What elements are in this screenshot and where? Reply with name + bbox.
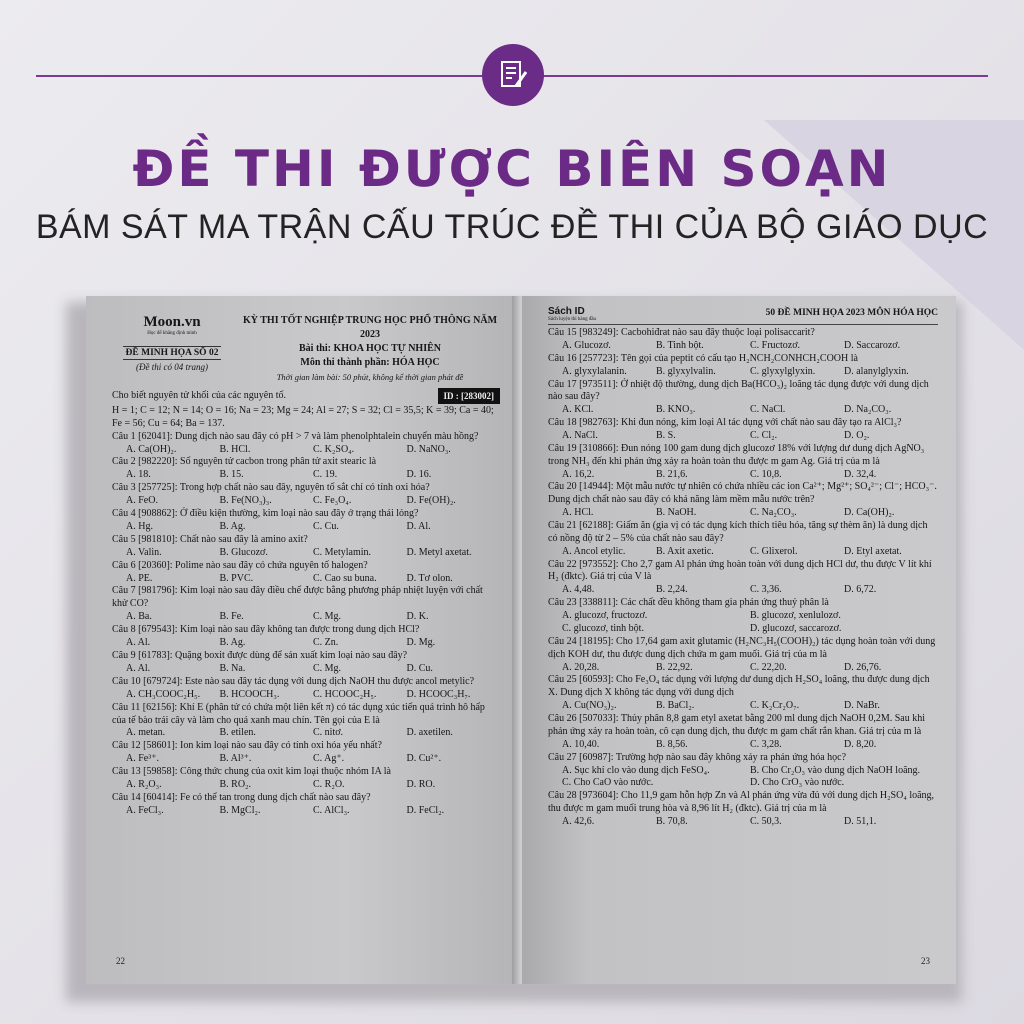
sachid-logo: Sách ID: [548, 306, 585, 317]
answer-option: C. 10,8.: [750, 468, 782, 480]
question-text: Câu 20 [14944]: Một mẫu nước tự nhiên có chứa nhiều các ion Ca²⁺; Mg²⁺; SO₄²⁻; Cl⁻; HCO₃⁻. Dung dịch chất nào sau đây có khả năng làm mềm mẫu nước trên?: [548, 481, 937, 506]
exam-title: ĐỀ MINH HỌA SỐ 02: [123, 346, 222, 360]
header-badge: [482, 44, 544, 106]
question-text: Câu 11 [62156]: Khí E (phân tử có chứa một liên kết π) có tác dụng xúc tiến quá trình hô hấp của tế bào trái cây và làm cho quả xanh mau chín. Tên gọi của E là: [112, 701, 485, 726]
answer-option: B. KNO₃.: [656, 404, 696, 416]
answer-option: C. Cl₂.: [750, 429, 778, 441]
answer-row: [112, 779, 500, 792]
answer-option: D. Metyl axetat.: [406, 546, 472, 558]
answer-option: A. Ca(OH)₂.: [126, 443, 177, 455]
answer-option: C. glucozơ, tinh bột.: [562, 622, 644, 634]
question-text: Câu 14 [60414]: Fe có thể tan trong dung dịch chất nào sau đây?: [112, 791, 371, 803]
answer-option: B. Fe.: [219, 611, 244, 623]
answer-option: C. Cu.: [313, 520, 339, 532]
answer-option: C. Fe₃O₄.: [313, 495, 352, 507]
answer-option: A. glyxylalanin.: [562, 365, 627, 377]
answer-option: C. Mg.: [313, 662, 342, 674]
answer-option: D. RO.: [406, 779, 436, 791]
answer-option: B. 2,24.: [656, 584, 688, 596]
answer-option: C. R₂O.: [313, 779, 345, 791]
question-text: Câu 12 [58601]: Ion kim loại nào sau đây có tính oxi hóa yếu nhất?: [112, 740, 382, 752]
answer-option: A. 10,40.: [562, 738, 600, 750]
question-text: Câu 4 [908862]: Ở điều kiện thường, kim loại nào sau đây ở trạng thái lỏng?: [112, 508, 419, 520]
answer-option: D. alanylglyxin.: [844, 365, 909, 377]
answer-option: C. nitơ.: [313, 727, 344, 739]
answer-row: [112, 547, 500, 560]
answer-row: [112, 469, 500, 482]
atomic-masses: H = 1; C = 12; N = 14; O = 16; Na = 23; Mg = 24; Al = 27; S = 32; Cl = 35,5; K = 39; Ca = 40; Fe = 56; Cu = 64; Ba = 137.: [112, 405, 494, 430]
answer-option: B. glyxylvalin.: [656, 365, 716, 377]
answer-option: D. HCOOC₃H₇.: [406, 688, 471, 700]
answer-row: [112, 637, 500, 650]
answer-option: D. 51,1.: [844, 816, 877, 827]
answer-option: B. 22,92.: [656, 661, 693, 673]
question-text: Câu 24 [18195]: Cho 17,64 gam axit glutamic (H₂NC₃H₅(COOH)₂) tác dụng hoàn toàn với dung dịch KOH dư, thu được dung dịch chứa m gam muối. Giá trị của m là: [548, 635, 936, 660]
answer-option: A. Ba.: [126, 611, 152, 623]
subject-group: Bài thi: KHOA HỌC TỰ NHIÊN: [299, 343, 441, 354]
question-text: Câu 26 [507033]: Thủy phân 8,8 gam etyl axetat bằng 200 ml dung dịch NaOH 0,2M. Sau khi phản ứng xảy ra hoàn toàn, cô cạn dung dịch, thu được m gam chất rắn khan. Giá trị của m là: [548, 713, 925, 737]
answer-option: A. 4,48.: [562, 584, 595, 596]
question-text: Câu 21 [62188]: Giấm ăn (gia vị có tác dụng kích thích tiêu hóa, tăng sự thèm ăn) là dung dịch có nồng độ từ 2 – 5% của chất nào sau đây?: [548, 520, 928, 544]
question-text: Câu 6 [20360]: Polime nào sau đây có chứa nguyên tố halogen?: [112, 559, 368, 571]
answer-option: A. 18.: [126, 469, 151, 481]
answer-row: [112, 573, 500, 586]
answer-option: C. NaCl.: [750, 404, 786, 416]
question-text: Câu 13 [59858]: Công thức chung của oxit kim loại thuộc nhóm IA là: [112, 766, 391, 778]
question-text: Câu 2 [982220]: Số nguyên tử cacbon trong phân tử axit stearic là: [112, 456, 377, 468]
answer-option: B. Axit axetic.: [656, 545, 714, 557]
brand-tagline: Sách luyện thi hàng đầu: [548, 317, 597, 322]
question-text: Câu 23 [338811]: Các chất đều không tham gia phản ứng thuỷ phân là: [548, 597, 829, 609]
open-exam-book: [66, 296, 962, 998]
headline: ĐỀ THI ĐƯỢC BIÊN SOẠN: [132, 140, 892, 198]
answer-option: D. Fe(OH)₂.: [406, 495, 456, 507]
answer-option: A. Glucozơ.: [562, 339, 611, 351]
question-text: Câu 19 [310866]: Đun nóng 100 gam dung dịch glucozơ 18% với lượng dư dung dịch AgNO₃ trong NH₃ đến khi phản ứng xảy ra hoàn toàn thu được m gam Ag. Giá trị của m là: [548, 442, 925, 467]
question-text: Câu 22 [973552]: Cho 2,7 gam Al phản ứng hoàn toàn với dung dịch HCl dư, thu được V lít khí H₂ (đktc). Giá trị của V là: [548, 558, 932, 583]
left-page: [86, 296, 520, 984]
answer-option: B. Ag.: [219, 520, 246, 532]
answer-row: [112, 495, 500, 508]
answer-option: D. NaNO₃.: [406, 443, 451, 455]
answer-option: D. NaBr.: [844, 700, 880, 712]
question-text: Câu 8 [679543]: Kim loại nào sau đây không tan được trong dung dịch HCl?: [112, 624, 420, 636]
answer-option: D. Mg.: [406, 637, 436, 649]
answer-row: [112, 805, 500, 818]
answer-option: A. Hg.: [126, 520, 153, 532]
time-note: Thời gian làm bài: 50 phút, không kể thời gian phát đề: [276, 372, 464, 382]
answer-option: A. Ancol etylic.: [562, 545, 626, 557]
answer-option: D. O₂.: [844, 429, 870, 441]
answer-option: A. glucozơ, fructozơ.: [562, 610, 648, 622]
left-question-list: [112, 431, 500, 818]
answer-row: [548, 662, 938, 675]
running-title-rule: [548, 324, 938, 325]
answer-option: A. Sục khí clo vào dung dịch FeSO₄.: [562, 764, 710, 776]
answer-option: A. NaCl.: [562, 429, 598, 441]
question-text: Câu 17 [973511]: Ở nhiệt độ thường, dung dịch Ba(HCO₃)₂ loãng tác dụng được với dung dịch nào sau đây?: [548, 378, 929, 403]
answer-option: C. Mg.: [313, 611, 342, 623]
answer-option: D. Saccarozơ.: [844, 339, 901, 351]
answer-option: B. Fe(NO₃)₃.: [219, 495, 272, 507]
answer-option: C. HCOOC₂H₅.: [313, 688, 377, 700]
answer-option: B. 21,6.: [656, 468, 688, 480]
moon-logo: Moon.vn: [143, 314, 201, 330]
subject: Môn thi thành phần: HÓA HỌC: [300, 357, 440, 368]
answer-option: C. Metylamin.: [313, 546, 372, 558]
answer-option: B. Ag.: [219, 637, 246, 649]
answer-row: [548, 584, 938, 597]
answer-option: A. Al.: [126, 637, 151, 649]
answer-option: A. Fe³⁺.: [126, 753, 159, 765]
answer-row: [548, 340, 938, 353]
answer-option: B. 70,8.: [656, 816, 688, 827]
answer-option: C. 22,20.: [750, 661, 787, 673]
answer-option: B. BaCl₂.: [656, 700, 695, 712]
answer-option: C. Fructozơ.: [750, 339, 801, 351]
answer-option: C. 19.: [313, 469, 338, 481]
exam-paper-pencil-icon: [496, 58, 530, 92]
answer-row: [112, 689, 500, 702]
answer-row: [548, 777, 938, 790]
answer-option: C. AlCl₃.: [313, 804, 350, 816]
answer-row: [112, 521, 500, 534]
answer-option: D. Etyl axetat.: [844, 545, 902, 557]
right-question-list: [548, 327, 938, 829]
answer-row: [112, 663, 500, 676]
question-text: Câu 18 [982763]: Khi đun nóng, kim loại Al tác dụng với chất nào sau đây tạo ra AlCl₃?: [548, 417, 902, 429]
answer-option: A. Valin.: [126, 546, 162, 558]
answer-row: [548, 546, 938, 559]
question-text: Câu 28 [973604]: Cho 11,9 gam hỗn hợp Zn và Al phản ứng vừa đủ với dung dịch H₂SO₄ loãng, thu được m gam muối trung hòa và 8,96 lít H₂ (đktc). Giá trị của m là: [548, 790, 935, 815]
answer-row: [548, 404, 938, 417]
answer-option: C. 3,36.: [750, 584, 782, 596]
answer-option: D. Tơ olon.: [406, 572, 453, 584]
answer-option: A. HCl.: [562, 507, 594, 519]
exam-id-badge: ID : [283002]: [438, 388, 501, 404]
answer-row: [548, 366, 938, 379]
answer-option: D. 8,20.: [844, 738, 877, 750]
answer-option: B. Al³⁺.: [219, 753, 252, 765]
answer-option: C. Cao su buna.: [313, 572, 377, 584]
answer-option: B. PVC.: [219, 572, 254, 584]
answer-option: A. 20,28.: [562, 661, 600, 673]
answer-row: [548, 507, 938, 520]
answer-option: D. 26,76.: [844, 661, 882, 673]
answer-option: D. axetilen.: [406, 727, 453, 739]
answer-row: [548, 469, 938, 482]
answer-option: C. Zn.: [313, 637, 339, 649]
answer-option: C. Ag⁺.: [313, 753, 345, 765]
answer-option: A. Cu(NO₃)₂.: [562, 700, 617, 712]
answer-row: [548, 765, 938, 778]
answer-row: [112, 753, 500, 766]
answer-option: A. 42,6.: [562, 816, 595, 827]
question-text: Câu 1 [62041]: Dung dịch nào sau đây có pH > 7 và làm phenolphtalein chuyển màu hồng?: [112, 430, 479, 442]
answer-option: D. Cho CrO₃ vào nước.: [750, 777, 845, 789]
question-text: Câu 3 [257725]: Trong hợp chất nào sau đây, nguyên tố sắt chỉ có tính oxi hóa?: [112, 482, 430, 494]
question-text: Câu 7 [981796]: Kim loại nào sau đây điều chế được bằng phương pháp nhiệt luyện với chất khử CO?: [112, 585, 483, 610]
answer-option: B. glucozơ, xenlulozơ.: [750, 610, 841, 622]
answer-option: D. Na₂CO₃.: [844, 404, 892, 416]
question-text: Câu 15 [983249]: Cacbohiđrat nào sau đây thuộc loại polisaccarit?: [548, 327, 815, 338]
answer-option: C. glyxylglyxin.: [750, 365, 816, 377]
answer-option: C. 3,28.: [750, 738, 782, 750]
answer-option: B. 15.: [219, 469, 244, 481]
answer-option: C. 50,3.: [750, 816, 782, 827]
answer-option: D. 32,4.: [844, 468, 877, 480]
answer-option: D. Ca(OH)₂.: [844, 507, 895, 519]
answer-option: A. FeO.: [126, 495, 158, 507]
answer-option: B. Tinh bột.: [656, 339, 704, 351]
intro-text: Cho biết nguyên tử khối của các nguyên tố.: [112, 390, 286, 402]
answer-option: C. K₂Cr₂O₇.: [750, 700, 800, 712]
answer-option: B. HCOOCH₃.: [219, 688, 280, 700]
question-text: Câu 27 [60987]: Trường hợp nào sau đây không xảy ra phản ứng hóa học?: [548, 751, 847, 763]
answer-row: [112, 444, 500, 457]
answer-option: A. 16,2.: [562, 468, 595, 480]
answer-option: B. etilen.: [219, 727, 256, 739]
answer-option: B. 8,56.: [656, 738, 688, 750]
answer-option: B. Cho Cr₂O₃ vào dung dịch NaOH loãng.: [750, 764, 921, 776]
answer-row: [548, 623, 938, 636]
answer-option: C. Na₂CO₃.: [750, 507, 797, 519]
answer-row: [548, 700, 938, 713]
answer-option: B. S.: [656, 429, 676, 441]
question-text: Câu 5 [981810]: Chất nào sau đây là amino axit?: [112, 533, 308, 545]
answer-row: [548, 430, 938, 443]
subheadline: BÁM SÁT MA TRẬN CẤU TRÚC ĐỀ THI CỦA BỘ GIÁO DỤC: [35, 208, 989, 246]
answer-option: D. FeCl₂.: [406, 804, 445, 816]
answer-option: A. CH₃COOC₂H₅.: [126, 688, 201, 700]
answer-option: C. Glixerol.: [750, 545, 798, 557]
right-page-number: 23: [921, 956, 930, 966]
answer-option: A. Al.: [126, 662, 151, 674]
answer-option: B. RO₂.: [219, 779, 252, 791]
answer-row: [548, 739, 938, 752]
answer-row: [548, 816, 938, 829]
answer-option: B. MgCl₂.: [219, 804, 261, 816]
answer-option: D. Cu²⁺.: [406, 753, 442, 765]
answer-option: B. HCl.: [219, 443, 251, 455]
answer-option: A. KCl.: [562, 404, 594, 416]
answer-row: [548, 610, 938, 623]
question-text: Câu 9 [61783]: Quặng boxit được dùng để sản xuất kim loại nào sau đây?: [112, 650, 408, 661]
left-page-number: 22: [116, 956, 125, 966]
answer-option: A. FeCl₃.: [126, 804, 164, 816]
question-text: Câu 16 [257723]: Tên gọi của peptit có cấu tạo H₂NCH₂CONHCH₂COOH là: [548, 352, 858, 364]
answer-option: A. metan.: [126, 727, 166, 739]
running-title: 50 ĐỀ MINH HỌA 2023 MÔN HÓA HỌC: [765, 308, 938, 318]
answer-option: A. PE.: [126, 572, 153, 584]
logo-tagline: Học để khẳng định mình: [147, 331, 197, 336]
answer-option: B. Glucozơ.: [219, 546, 268, 558]
answer-option: D. 6,72.: [844, 584, 877, 596]
answer-option: D. Cu.: [406, 662, 433, 674]
answer-option: D. 16.: [406, 469, 432, 481]
answer-option: D. glucozơ, saccarozơ.: [750, 622, 842, 634]
answer-option: A. R₂O₃.: [126, 779, 162, 791]
answer-row: [112, 727, 500, 740]
answer-option: B. NaOH.: [656, 507, 697, 519]
question-text: Câu 25 [60593]: Cho Fe₃O₄ tác dụng với lượng dư dung dịch H₂SO₄ loãng, thu được dung dịch X. Dung dịch X không tác dụng với dung dịch: [548, 674, 930, 699]
question-text: Câu 10 [679724]: Este nào sau đây tác dụng với dung dịch NaOH thu được ancol metylic?: [112, 675, 475, 687]
answer-option: B. Na.: [219, 662, 246, 674]
exam-name: KỲ THI TỐT NGHIỆP TRUNG HỌC PHỔ THÔNG NĂM 2023: [242, 315, 498, 340]
pages-note: (Đề thi có 04 trang): [136, 362, 208, 372]
answer-option: C. Cho CaO vào nước.: [562, 777, 654, 789]
answer-row: [112, 611, 500, 624]
right-page: [522, 296, 956, 984]
answer-option: D. K.: [406, 611, 429, 623]
answer-option: D. Al.: [406, 520, 431, 532]
answer-option: C. K₂SO₄.: [313, 443, 355, 455]
